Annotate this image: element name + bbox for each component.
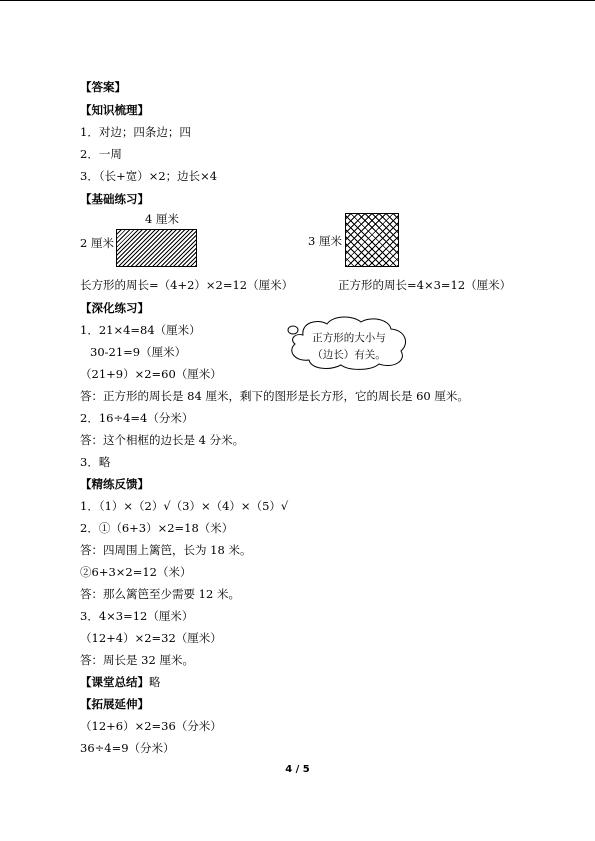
rect-width-label: 4 厘米 [145,212,179,226]
top-rule [0,0,595,1]
deepen-line-2: 30-21=9（厘米） [90,345,187,359]
summary-line [80,675,161,689]
square-side-label: 3 厘米 [308,234,342,248]
feedback-line-2: 2．①（6+3）×2=18（米） [80,521,234,535]
knowledge-line-2: 2．一周 [80,147,122,161]
heading-feedback: 【精练反馈】 [80,477,149,491]
square-perimeter-formula: 正方形的周长=4×3=12（厘米） [338,278,512,292]
heading-basic: 【基础练习】 [80,192,149,206]
feedback-line-8: 答：周长是 32 厘米。 [80,653,194,667]
feedback-line-3: 答：四周围上篱笆，长为 18 米。 [80,543,252,557]
heading-extend: 【拓展延伸】 [80,697,149,711]
deepen-line-1: 1．21×4=84（厘米） [80,323,201,337]
feedback-line-5: 答：那么篱笆至少需要 12 米。 [80,587,240,601]
square-figure [345,213,399,267]
deepen-line-7: 3．略 [80,455,111,469]
rectangle-figure [116,229,197,267]
cloud-text-line-2: （边长）有关。 [312,349,386,361]
deepen-answer-2: 答：这个相框的边长是 4 分米。 [80,433,245,447]
feedback-line-6: 3．4×3=12（厘米） [80,609,194,623]
heading-knowledge: 【知识梳理】 [80,103,149,117]
heading-deepen: 【深化练习】 [80,301,149,315]
extend-line-2: 36÷4=9（分米） [80,741,175,755]
cloud-text-line-1: 正方形的大小与 [312,332,386,344]
deepen-answer-1: 答：正方形的周长是 84 厘米，剩下的图形是长方形，它的周长是 60 厘米。 [80,389,469,403]
rect-height-label: 2 厘米 [80,236,114,250]
knowledge-line-1: 1．对边；四条边；四 [80,125,191,139]
knowledge-line-3: 3．（长+宽）×2；边长×4 [80,169,218,183]
rect-perimeter-formula: 长方形的周长=（4+2）×2=12（厘米） [80,278,294,292]
feedback-line-7: （12+4）×2=32（厘米） [80,631,222,645]
heading-answer: 【答案】 [80,80,126,94]
feedback-line-1: 1．（1）×（2）√（3）×（4）×（5）√ [80,499,289,513]
deepen-line-5: 2．16÷4=4（分米） [80,411,194,425]
summary-text: 略 [149,675,161,689]
deepen-line-3: （21+9）×2=60（厘米） [80,367,222,381]
feedback-line-4: ②6+3×2=12（米） [80,565,192,579]
cloud-text [304,330,394,364]
page-number: 4 / 5 [285,764,310,775]
extend-line-1: （12+6）×2=36（分米） [80,719,222,733]
heading-summary: 【课堂总结】 [80,675,149,689]
